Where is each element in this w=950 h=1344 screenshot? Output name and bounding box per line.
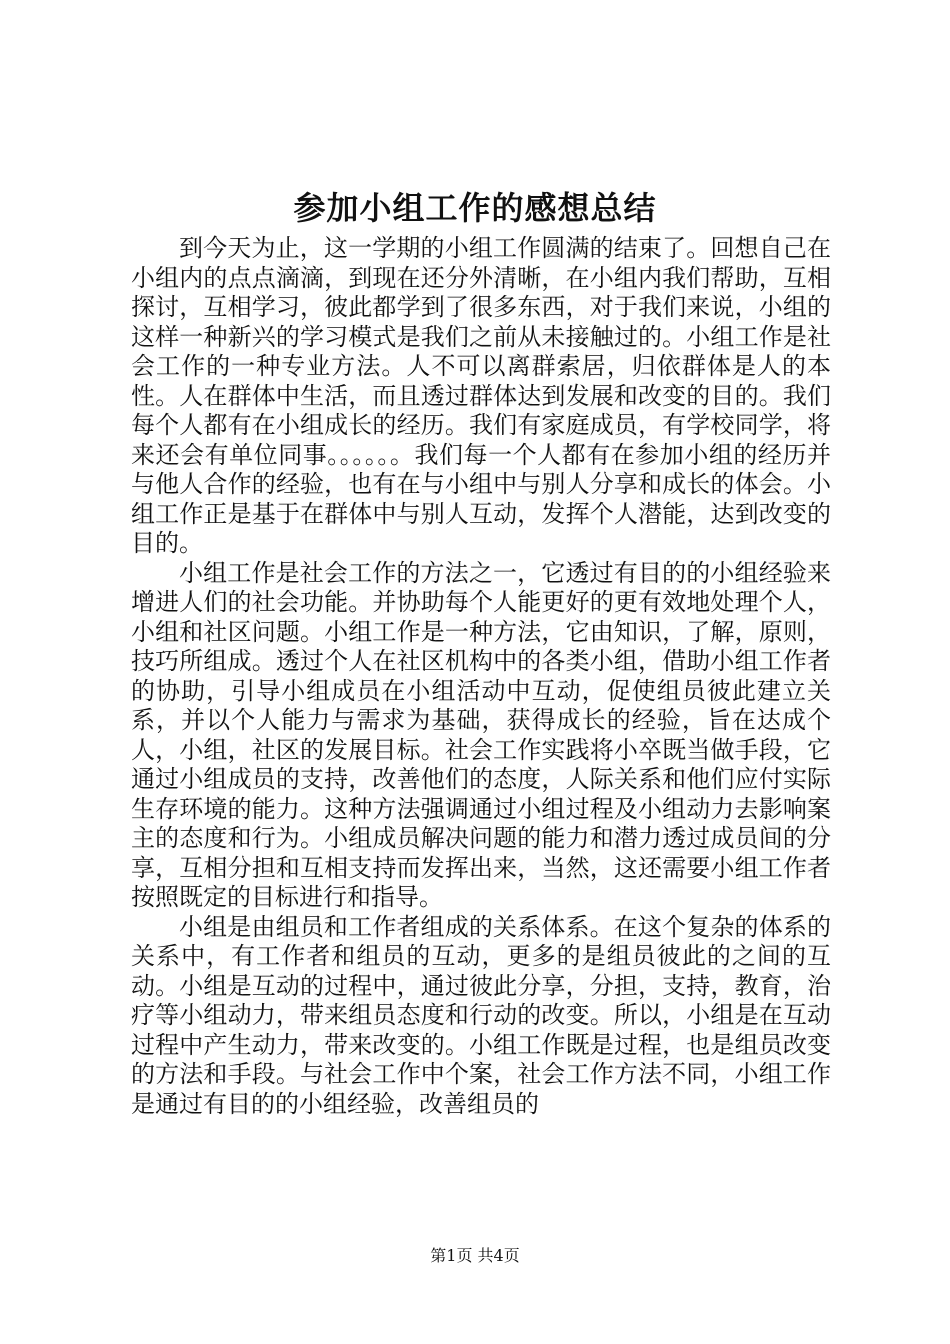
document-body	[131, 234, 831, 1119]
paragraph: 小组工作是社会工作的方法之一，它透过有目的的小组经验来增进人们的社会功能。并协助每个人能更好的更有效地处理个人，小组和社区问题。小组工作是一种方法，它由知识，了解，原则，技巧所组成。透过个人在社区机构中的各类小组，借助小组工作者的协助，引导小组成员在小组活动中互动，促使组员彼此建立关系，并以个人能力与需求为基础，获得成长的经验，旨在达成个人，小组，社区的发展目标。社会工作实践将小卒既当做手段，它通过小组成员的支持，改善他们的态度，人际关系和他们应付实际生存环境的能力。这种方法强调通过小组过程及小组动力去影响案主的态度和行为。小组成员解决问题的能力和潜力透过成员间的分享，互相分担和互相支持而发挥出来，当然，这还需要小组工作者按照既定的目标进行和指导。	[131, 558, 831, 911]
paragraph: 小组是由组员和工作者组成的关系体系。在这个复杂的体系的关系中，有工作者和组员的互动，更多的是组员彼此的之间的互动。小组是互动的过程中，通过彼此分享，分担，支持，教育，治疗等小组动力，带来组员态度和行动的改变。所以，小组是在互动过程中产生动力，带来改变的。小组工作既是过程，也是组员改变的方法和手段。与社会工作中个案，社会工作方法不同，小组工作是通过有目的的小组经验，改善组员的	[131, 912, 831, 1118]
page-number-footer: 第1页 共4页	[430, 1246, 520, 1265]
paragraph: 到今天为止，这一学期的小组工作圆满的结束了。回想自己在小组内的点点滴滴，到现在还分外清晰，在小组内我们帮助，互相探讨，互相学习，彼此都学到了很多东西，对于我们来说，小组的这样一种新兴的学习模式是我们之前从未接触过的。小组工作是社会工作的一种专业方法。人不可以离群索居，归依群体是人的本性。人在群体中生活，而且透过群体达到发展和改变的目的。我们每个人都有在小组成长的经历。我们有家庭成员，有学校同学，将来还会有单位同事。。。。。。我们每一个人都有在参加小组的经历并与他人合作的经验，也有在与小组中与别人分享和成长的体会。小组工作正是基于在群体中与别人互动，发挥个人潜能，达到改变的目的。	[131, 234, 831, 557]
document-title: 参加小组工作的感想总结	[293, 189, 657, 227]
